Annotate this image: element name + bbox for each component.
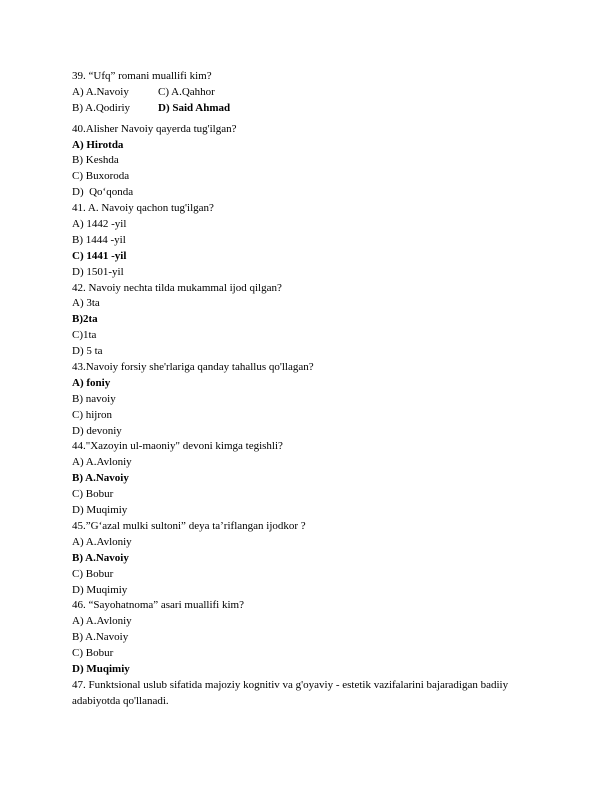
question-45: 45.”G‘azal mulki sultoni” deya ta’riflangan ijodkor ? [72, 519, 306, 532]
q43-option-a: A) foniy [72, 376, 111, 389]
question-40: 40.Alisher Navoiy qayerda tug'ilgan? [72, 122, 237, 135]
q41-option-a: A) 1442 -yil [72, 218, 127, 231]
q42-option-a: A) 3ta [72, 297, 100, 310]
q41-option-c: C) 1441 -yil [72, 249, 127, 262]
q42-option-c: C)1ta [72, 329, 97, 342]
q46-option-c: C) Bobur [72, 647, 114, 660]
q39-options-row1 [72, 85, 540, 101]
question-42: 42. Navoiy nechta tilda mukammal ijod qilgan? [72, 281, 282, 294]
q43-option-d: D) devoniy [72, 424, 122, 437]
q40-option-d: D) Qo‘qonda [72, 186, 134, 199]
q44-option-b: B) A.Navoiy [72, 472, 129, 485]
q45-option-c: C) Bobur [72, 567, 114, 580]
question-43: 43.Navoiy forsiy she'rlariga qanday tahallus qo'llagan? [72, 361, 314, 374]
question-41: 41. A. Navoiy qachon tug'ilgan? [72, 202, 214, 215]
question-39: 39. “Ufq” romani muallifi kim? [72, 70, 212, 82]
q39-option-b: B) A.Qodiriy [72, 101, 131, 114]
question-46: 46. “Sayohatnoma” asari muallifi kim? [72, 599, 244, 612]
q39-option-c: C) A.Qahhor [158, 85, 215, 98]
q39-option-d: D) Said Ahmad [158, 101, 231, 114]
q44-option-a: A) A.Avloniy [72, 456, 132, 469]
q45-option-b: B) A.Navoiy [72, 551, 129, 564]
q40-option-b: B) Keshda [72, 154, 119, 167]
q41-option-d: D) 1501-yil [72, 265, 124, 278]
q46-option-a: A) A.Avloniy [72, 615, 132, 628]
q46-option-d: D) Muqimiy [72, 662, 130, 675]
document-page [72, 69, 540, 710]
q44-option-c: C) Bobur [72, 488, 114, 501]
q40-option-a: A) Hirotda [72, 138, 124, 151]
question-44: 44."Xazoyin ul-maoniy" devoni kimga tegishli? [72, 440, 283, 453]
q44-option-d: D) Muqimiy [72, 504, 128, 517]
q43-option-c: C) hijron [72, 408, 113, 421]
q39-options-row2 [72, 101, 540, 117]
q39-option-a: A) A.Navoiy [72, 85, 129, 98]
q46-option-b: B) A.Navoiy [72, 631, 129, 644]
q45-option-d: D) Muqimiy [72, 583, 128, 596]
q45-option-a: A) A.Avloniy [72, 535, 132, 548]
q42-option-b: B)2ta [72, 313, 98, 326]
question-47: 47. Funktsional uslub sifatida majoziy kognitiv va g'oyaviy - estetik vazifalarini bajaradigan badiiy adabiyotda qo'llanadi. [72, 678, 509, 707]
q42-option-d: D) 5 ta [72, 345, 103, 358]
q43-option-b: B) navoiy [72, 392, 116, 405]
q41-option-b: B) 1444 -yil [72, 233, 126, 246]
q40-option-c: C) Buxoroda [72, 170, 130, 183]
